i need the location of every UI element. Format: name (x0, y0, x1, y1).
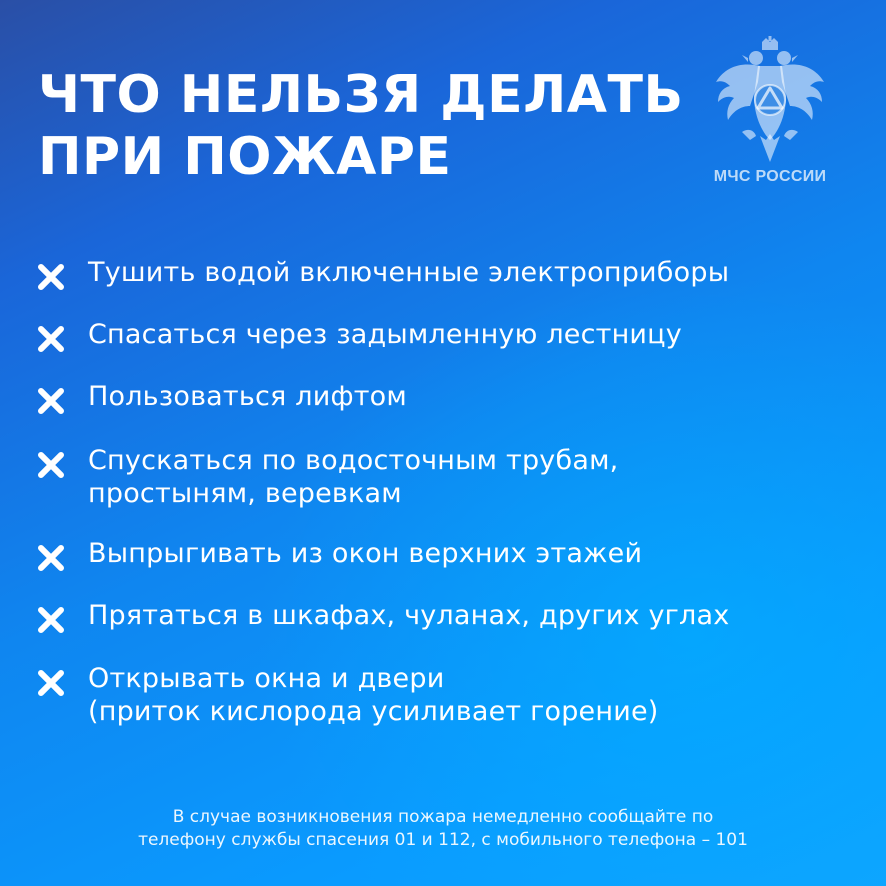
cross-icon (36, 262, 66, 292)
footer-line-2: телефону службы спасения 01 и 112, с мобильного телефона – 101 (138, 830, 748, 850)
title-line-1: ЧТО НЕЛЬЗЯ ДЕЛАТЬ (38, 65, 684, 125)
emergency-footer-note (30, 806, 856, 852)
list-item-line-2: (приток кислорода усиливает горение) (88, 696, 659, 727)
list-item-line-1: Спускаться по водосточным трубам, (88, 445, 619, 476)
list-item-text (88, 380, 858, 413)
list-item-text (88, 318, 858, 351)
footer-line-1: В случае возникновения пожара немедленно сообщайте по (172, 807, 714, 827)
list-item-text (88, 256, 858, 289)
list-item-line-1: Спасаться через задымленную лестницу (88, 319, 682, 350)
mchs-eagle-emblem-icon (712, 36, 828, 166)
list-item-line-1: Выпрыгивать из окон верхних этажей (88, 538, 643, 569)
list-item-line-1: Пользоваться лифтом (88, 381, 407, 412)
cross-icon (36, 450, 66, 480)
list-item-text (88, 444, 858, 510)
title-line-2: ПРИ ПОЖАРЕ (38, 127, 452, 187)
list-item-line-1: Прятаться в шкафах, чуланах, других углах (88, 600, 730, 631)
list-item-text (88, 662, 858, 728)
cross-icon (36, 605, 66, 635)
list-item-text (88, 537, 858, 570)
list-item-text (88, 599, 858, 632)
cross-icon (36, 324, 66, 354)
page-title (38, 64, 684, 188)
cross-icon (36, 668, 66, 698)
emblem-caption: МЧС РОССИИ (713, 168, 827, 185)
cross-icon (36, 543, 66, 573)
list-item-line-1: Открывать окна и двери (88, 663, 445, 694)
cross-icon (36, 386, 66, 416)
mchs-emblem (700, 36, 840, 196)
list-item-line-2: простыням, веревкам (88, 478, 402, 509)
list-item-line-1: Тушить водой включенные электроприборы (88, 257, 730, 288)
